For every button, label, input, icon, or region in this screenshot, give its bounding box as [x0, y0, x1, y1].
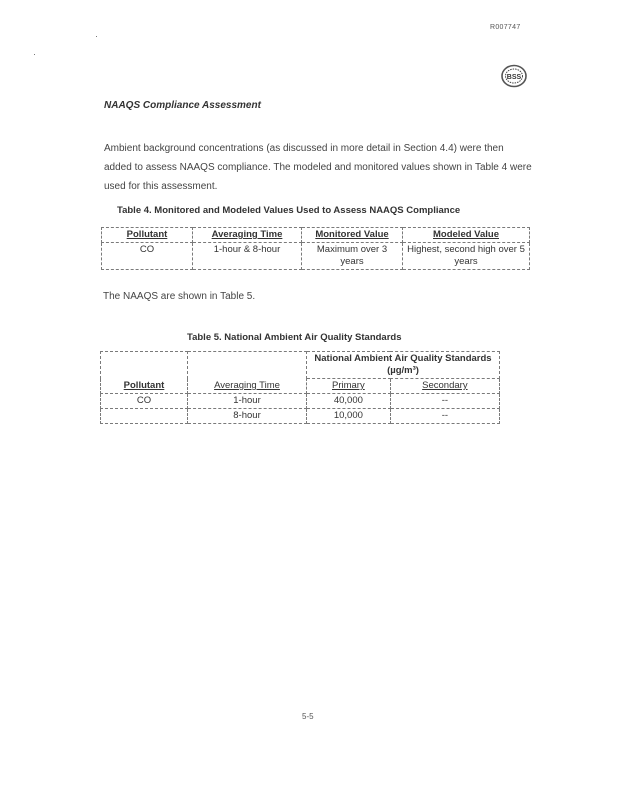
table5 — [100, 351, 500, 424]
table-row — [101, 394, 500, 409]
column-header: Secondary — [390, 379, 499, 394]
column-header: Averaging Time — [193, 228, 302, 243]
section-title: NAAQS Compliance Assessment — [104, 100, 261, 111]
group-header: National Ambient Air Quality Standards (µg/m³) — [307, 352, 500, 379]
column-header: Primary — [307, 379, 391, 394]
table-cell: 10,000 — [307, 409, 391, 424]
table-cell: CO — [102, 243, 193, 270]
table-cell: Highest, second high over 5 years — [403, 243, 530, 270]
logo-text: BSS — [506, 74, 522, 81]
column-header: Pollutant — [102, 228, 193, 243]
table-header-row — [101, 352, 500, 379]
table-cell — [101, 409, 188, 424]
body-paragraph: Ambient background concentrations (as discussed in more detail in Section 4.4) were then added to assess NAAQS compliance. The modeled and monitored values shown in Table 4 were used for this assessment. — [104, 143, 532, 192]
column-header: Pollutant — [101, 352, 188, 394]
naaqs-sentence: The NAAQS are shown in Table 5. — [103, 291, 256, 302]
column-header: Modeled Value — [403, 228, 530, 243]
table4-caption: Table 4. Monitored and Modeled Values Used to Assess NAAQS Compliance — [117, 205, 461, 216]
scan-speck — [96, 36, 97, 37]
table4 — [101, 227, 530, 270]
document-id: R007747 — [490, 24, 521, 31]
column-header: Averaging Time — [188, 352, 307, 394]
logo-icon — [500, 64, 528, 88]
table-cell: 1-hour & 8-hour — [193, 243, 302, 270]
table-cell: -- — [390, 394, 499, 409]
company-logo — [500, 64, 528, 88]
table5-caption: Table 5. National Ambient Air Quality Standards — [187, 332, 402, 343]
table-cell: CO — [101, 394, 188, 409]
table-row — [102, 243, 530, 270]
table-cell: 40,000 — [307, 394, 391, 409]
table-cell: 1-hour — [188, 394, 307, 409]
table-header-row — [102, 228, 530, 243]
scan-speck — [34, 54, 35, 55]
table-cell: Maximum over 3 years — [302, 243, 403, 270]
table-row — [101, 409, 500, 424]
page-number: 5-5 — [302, 712, 314, 721]
table-cell: -- — [390, 409, 499, 424]
column-header: Monitored Value — [302, 228, 403, 243]
table-cell: 8-hour — [188, 409, 307, 424]
